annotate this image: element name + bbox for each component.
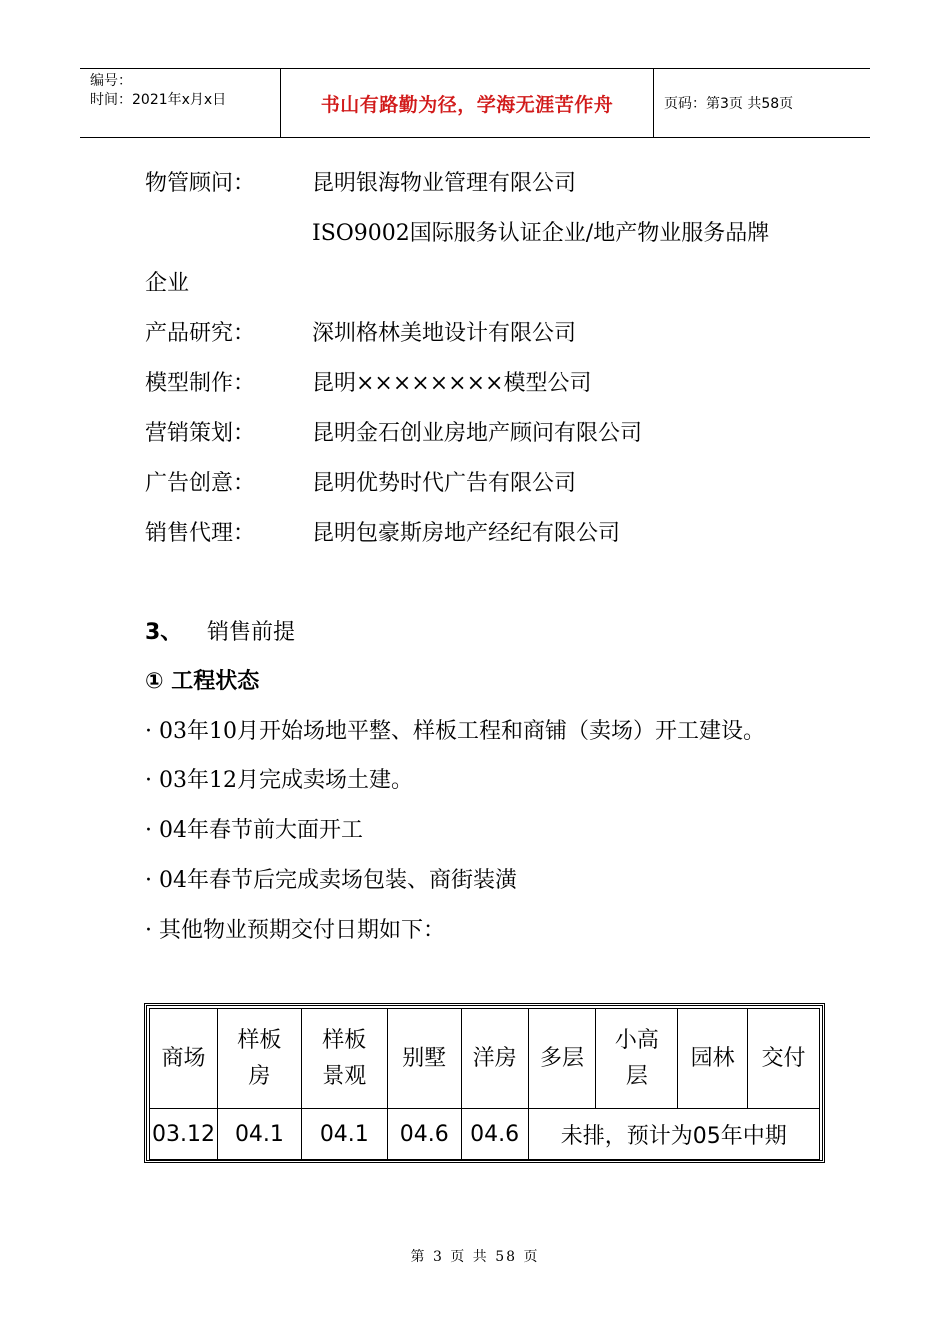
header-cell: 别墅: [387, 1009, 461, 1109]
company-value: 昆明××××××××模型公司: [312, 371, 592, 396]
bullet-item: · 04年春节后完成卖场包装、商街装潢: [145, 868, 517, 893]
bullet-item: · 其他物业预期交付日期如下：: [145, 918, 445, 943]
bullet-item: · 03年10月开始场地平整、样板工程和商铺（卖场）开工建设。: [145, 719, 765, 744]
bullet-item: · 03年12月完成卖场土建。: [145, 768, 413, 793]
merged-note-cell: 未排，预计为05年中期: [528, 1109, 819, 1160]
header-cell: 样板 房: [217, 1009, 301, 1109]
company-value: 深圳格林美地设计有限公司: [312, 321, 577, 346]
company-value: 昆明金石创业房地产顾问有限公司: [312, 421, 643, 446]
header-cell: 样板 景观: [301, 1009, 387, 1109]
company-label: 营销策划：: [145, 421, 256, 446]
company-label: 物管顾问：: [145, 171, 256, 196]
data-cell: 04.1: [217, 1109, 301, 1160]
company-value: 昆明包豪斯房地产经纪有限公司: [312, 521, 621, 546]
company-label: 销售代理：: [145, 521, 256, 546]
code-label: 编号：: [90, 73, 132, 89]
page-footer: 第 3 页 共 58 页: [410, 1249, 540, 1265]
data-cell: 04.1: [301, 1109, 387, 1160]
company-label: 模型制作：: [145, 371, 256, 396]
company-value: ISO9002国际服务认证企业/地产物业服务品牌: [312, 221, 770, 246]
section-number: 3、: [145, 620, 183, 645]
header-cell: 洋房: [461, 1009, 528, 1109]
header-cell: 园林: [678, 1009, 748, 1109]
motto: 书山有路勤为径，学海无涯苦作舟: [320, 93, 614, 116]
delivery-table-grid: [149, 1008, 820, 1160]
section-title: 销售前提: [207, 620, 296, 645]
page-info: 页码：第3页 共58页: [664, 96, 794, 112]
header-motto-cell: [281, 69, 654, 137]
header-page-cell: [654, 69, 870, 137]
header-cell: 多层: [528, 1009, 596, 1109]
page-header: [80, 68, 870, 138]
company-value: 昆明优势时代广告有限公司: [312, 471, 577, 496]
table-header-row: [150, 1009, 820, 1109]
data-cell: 03.12: [150, 1109, 218, 1160]
header-cell: 交付: [748, 1009, 820, 1109]
header-cell: 商场: [150, 1009, 218, 1109]
company-label: 产品研究：: [145, 321, 256, 346]
time-label: 时间：2021年x月x日: [90, 92, 227, 108]
company-label: 企业: [145, 271, 190, 296]
company-value: 昆明银海物业管理有限公司: [312, 171, 577, 196]
header-meta-cell: [80, 69, 281, 137]
bullet-item: · 04年春节前大面开工: [145, 818, 363, 843]
data-cell: 04.6: [461, 1109, 528, 1160]
header-cell: 小高 层: [596, 1009, 678, 1109]
company-label: 广告创意：: [145, 471, 256, 496]
section-subtitle: ① 工程状态: [145, 669, 260, 694]
data-cell: 04.6: [387, 1109, 461, 1160]
delivery-table: [144, 1003, 825, 1163]
table-row: [150, 1109, 820, 1160]
